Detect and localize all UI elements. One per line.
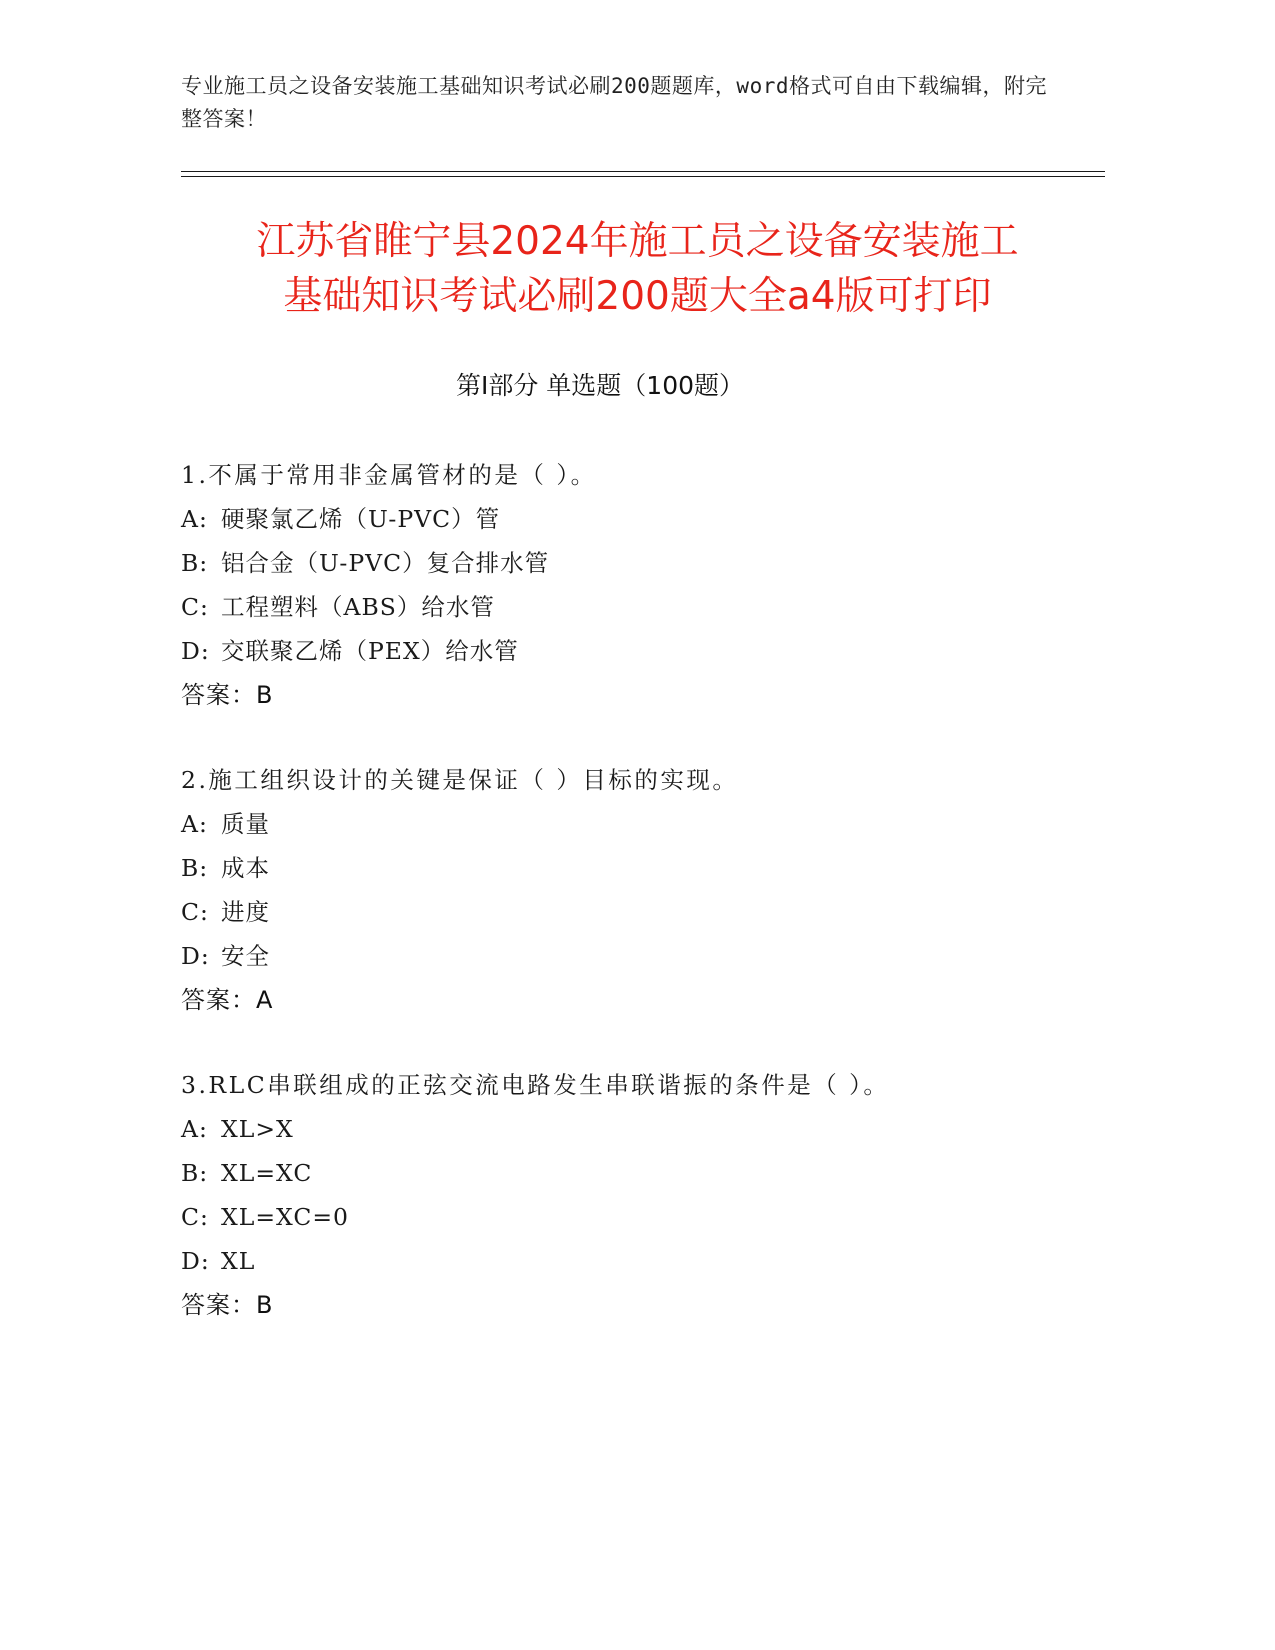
header-divider-bottom bbox=[181, 176, 1105, 177]
option-label: A: bbox=[181, 505, 208, 533]
answer: 答案：B bbox=[181, 1291, 274, 1319]
option-label: B: bbox=[181, 854, 209, 882]
option-d bbox=[181, 629, 1081, 673]
option-a bbox=[181, 497, 1081, 541]
option-text: 交联聚乙烯（PEX）给水管 bbox=[221, 637, 519, 665]
option-text: 硬聚氯乙烯（U-PVC）管 bbox=[221, 505, 501, 533]
answer: 答案：A bbox=[181, 986, 274, 1014]
question-stem: 3.RLC串联组成的正弦交流电路发生串联谐振的条件是（ ）。 bbox=[181, 1071, 890, 1099]
header-divider-top bbox=[181, 171, 1105, 172]
option-text: 工程塑料（ABS）给水管 bbox=[221, 593, 495, 621]
question-1 bbox=[181, 453, 1081, 717]
option-c bbox=[181, 890, 1081, 934]
option-b bbox=[181, 1151, 1081, 1195]
option-a bbox=[181, 1107, 1081, 1151]
option-b bbox=[181, 846, 1081, 890]
section-heading: 第Ⅰ部分 单选题（100题） bbox=[455, 371, 745, 400]
title-line-1: 江苏省睢宁县2024年施工员之设备安装施工 bbox=[256, 219, 1019, 264]
option-text: XL>X bbox=[221, 1115, 294, 1143]
option-b bbox=[181, 541, 1081, 585]
option-d bbox=[181, 934, 1081, 978]
option-d bbox=[181, 1239, 1081, 1283]
option-label: C: bbox=[181, 593, 209, 621]
option-text: XL=XC bbox=[221, 1159, 313, 1187]
option-label: B: bbox=[181, 1159, 209, 1187]
option-a bbox=[181, 802, 1081, 846]
answer: 答案：B bbox=[181, 681, 274, 709]
option-label: C: bbox=[181, 898, 209, 926]
question-stem: 2.施工组织设计的关键是保证（ ）目标的实现。 bbox=[181, 766, 739, 794]
option-label: A: bbox=[181, 1115, 208, 1143]
option-text: 安全 bbox=[221, 942, 270, 970]
option-text: 质量 bbox=[221, 810, 270, 838]
option-label: A: bbox=[181, 810, 208, 838]
option-label: D: bbox=[181, 942, 210, 970]
question-3 bbox=[181, 1063, 1081, 1327]
option-c bbox=[181, 585, 1081, 629]
option-label: B: bbox=[181, 549, 209, 577]
option-c bbox=[181, 1195, 1081, 1239]
option-text: 成本 bbox=[221, 854, 270, 882]
option-text: XL bbox=[221, 1247, 256, 1275]
document-title bbox=[160, 214, 1115, 324]
question-2 bbox=[181, 758, 1081, 1022]
option-label: C: bbox=[181, 1203, 209, 1231]
option-label: D: bbox=[181, 1247, 210, 1275]
header-note: 专业施工员之设备安装施工基础知识考试必刷200题题库，word格式可自由下载编辑，附完整答案！ bbox=[181, 74, 1047, 131]
option-label: D: bbox=[181, 637, 210, 665]
option-text: 进度 bbox=[221, 898, 270, 926]
option-text: 铝合金（U-PVC）复合排水管 bbox=[221, 549, 550, 577]
option-text: XL=XC=0 bbox=[221, 1203, 349, 1231]
question-stem: 1.不属于常用非金属管材的是（ ）。 bbox=[181, 461, 597, 489]
title-line-2: 基础知识考试必刷200题大全a4版可打印 bbox=[283, 274, 992, 319]
